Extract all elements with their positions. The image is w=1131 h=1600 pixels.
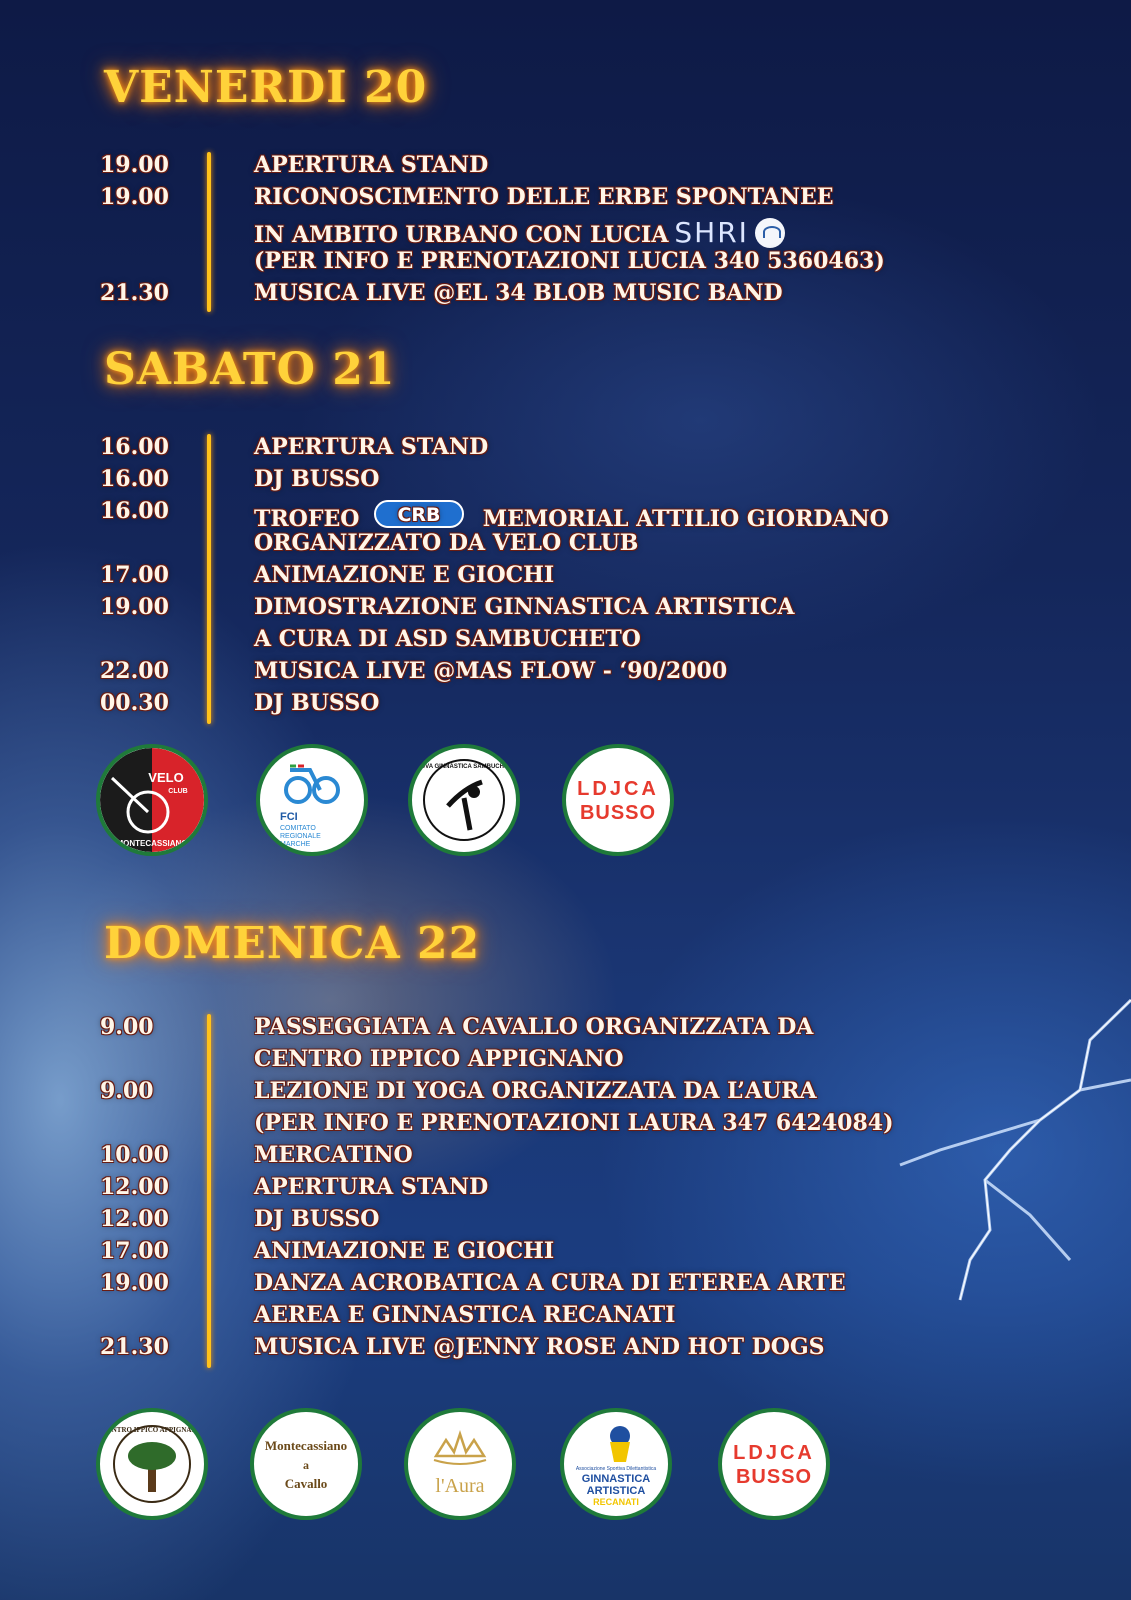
logo-text: ARTISTICA	[586, 1485, 646, 1497]
logo-text: FCI	[280, 811, 298, 823]
schedule-row	[100, 1236, 1040, 1268]
logo-text: BUSSO	[735, 1466, 813, 1488]
event-title: MUSICA LIVE @JENNY ROSE AND HOT DOGS	[254, 1334, 825, 1360]
event-title: ANIMAZIONE E GIOCHI	[254, 562, 555, 588]
luca-busso-logo	[562, 744, 674, 856]
logo-text: REGIONALE	[280, 833, 321, 840]
crb-logo-text: CRB	[397, 504, 441, 526]
event-time: 19.00	[100, 594, 169, 620]
shri-logo-text: SHRI	[674, 216, 749, 249]
event-subline: A CURA DI ASD SAMBUCHETO	[254, 626, 641, 652]
schedule-row	[100, 656, 1040, 688]
day-title-sabato: SABATO 21	[104, 344, 396, 395]
event-time: 19.00	[100, 184, 169, 210]
schedule-row	[100, 1076, 1040, 1108]
logo-text: COMITATO	[280, 825, 316, 832]
schedule-row	[100, 1268, 1040, 1300]
logo-text: LDJCA	[577, 778, 659, 800]
schedule-row	[100, 1332, 1040, 1364]
logo-text: NUOVA GINNASTICA SAMBUCHETO	[412, 764, 516, 770]
event-title: DIMOSTRAZIONE GINNASTICA ARTISTICA	[254, 594, 795, 620]
event-subline: ORGANIZZATO DA VELO CLUB	[254, 530, 639, 556]
event-time: 17.00	[100, 1238, 169, 1264]
shri-lotus-icon	[755, 218, 785, 248]
event-title: DJ BUSSO	[254, 466, 380, 492]
schedule-row	[100, 1012, 1040, 1044]
event-line	[254, 498, 889, 532]
event-subline: AEREA E GINNASTICA RECANATI	[254, 1302, 676, 1328]
event-title: DJ BUSSO	[254, 690, 380, 716]
event-line	[254, 216, 785, 249]
event-time: 19.00	[100, 152, 169, 178]
schedule-row	[100, 432, 1040, 464]
event-time: 21.30	[100, 280, 169, 306]
event-time: 12.00	[100, 1174, 169, 1200]
schedule-row	[100, 150, 1040, 182]
schedule-row	[100, 1204, 1040, 1236]
logo-text: l'Aura	[435, 1475, 485, 1497]
event-title: PASSEGGIATA A CAVALLO ORGANIZZATA DA	[254, 1014, 814, 1040]
logo-text: Associazione Sportiva Dilettantistica	[575, 1466, 657, 1472]
event-title: APERTURA STAND	[254, 152, 489, 178]
event-subline: IN AMBITO URBANO CON LUCIA	[254, 222, 669, 248]
schedule-row	[100, 560, 1040, 592]
logo-text: a	[303, 1458, 309, 1472]
schedule-row	[100, 528, 1040, 560]
logo-text: GINNASTICA	[581, 1473, 651, 1485]
event-time: 16.00	[100, 434, 169, 460]
schedule-row	[100, 496, 1040, 532]
event-time: 19.00	[100, 1270, 169, 1296]
event-time: 12.00	[100, 1206, 169, 1232]
schedule-row	[100, 592, 1040, 624]
event-title: MUSICA LIVE @MAS FLOW - ‘90/2000	[254, 658, 728, 684]
event-time: 22.00	[100, 658, 169, 684]
event-title: TROFEO	[254, 506, 360, 532]
velo-club-montecassiano-logo	[96, 744, 208, 856]
logo-text: CLUB	[168, 788, 188, 795]
event-title: MERCATINO	[254, 1142, 413, 1168]
montecassiano-a-cavallo-logo	[250, 1408, 362, 1520]
centro-ippico-appignano-logo	[96, 1408, 208, 1520]
event-title: RICONOSCIMENTO DELLE ERBE SPONTANEE	[254, 184, 834, 210]
logo-text: MONTECASSIANO	[116, 839, 188, 848]
event-time: 9.00	[100, 1078, 154, 1104]
schedule-row	[100, 1172, 1040, 1204]
logo-text: BUSSO	[579, 802, 657, 824]
day-title-venerdi: VENERDI 20	[104, 62, 428, 113]
schedule-row	[100, 246, 1040, 278]
luca-busso-logo-2	[718, 1408, 830, 1520]
schedule-row	[100, 688, 1040, 720]
logo-text: VELO	[148, 770, 184, 785]
event-time: 9.00	[100, 1014, 154, 1040]
event-time: 16.00	[100, 466, 169, 492]
event-title: MUSICA LIVE @EL 34 BLOB MUSIC BAND	[254, 280, 783, 306]
schedule-row	[100, 1044, 1040, 1076]
schedule-row	[100, 214, 1040, 249]
schedule-row	[100, 1108, 1040, 1140]
schedule-row	[100, 1300, 1040, 1332]
logo-text: RECANATI	[593, 1497, 639, 1507]
schedule-row	[100, 182, 1040, 214]
event-title-cont: MEMORIAL ATTILIO GIORDANO	[482, 506, 889, 532]
schedule-sabato	[100, 432, 1040, 720]
ginnastica-artistica-recanati-logo	[560, 1408, 672, 1520]
event-title: APERTURA STAND	[254, 1174, 489, 1200]
event-subline: CENTRO IPPICO APPIGNANO	[254, 1046, 624, 1072]
event-time: 00.30	[100, 690, 169, 716]
logo-text: CENTRO IPPICO APPIGNANO	[102, 1426, 202, 1434]
logo-text: Cavallo	[284, 1476, 328, 1491]
schedule-row	[100, 1140, 1040, 1172]
logo-text: Montecassiano	[264, 1438, 348, 1453]
schedule-row	[100, 624, 1040, 656]
event-time: 21.30	[100, 1334, 169, 1360]
event-title: LEZIONE DI YOGA ORGANIZZATA DA L’AURA	[254, 1078, 817, 1104]
event-subline: (PER INFO E PRENOTAZIONI LUCIA 340 5360463)	[254, 248, 885, 274]
logo-text: LDJCA	[733, 1442, 815, 1464]
event-title: DJ BUSSO	[254, 1206, 380, 1232]
schedule-domenica	[100, 1012, 1040, 1364]
event-time: 10.00	[100, 1142, 169, 1168]
event-title: ANIMAZIONE E GIOCHI	[254, 1238, 555, 1264]
logo-text: MARCHE	[280, 841, 311, 848]
laura-logo	[404, 1408, 516, 1520]
day-title-domenica: DOMENICA 22	[104, 918, 481, 969]
event-title: APERTURA STAND	[254, 434, 489, 460]
schedule-venerdi	[100, 150, 1040, 310]
schedule-row	[100, 464, 1040, 496]
nuova-ginnastica-sambucheto-logo	[408, 744, 520, 856]
event-time: 16.00	[100, 498, 169, 524]
crb-logo	[373, 498, 469, 530]
event-time: 17.00	[100, 562, 169, 588]
event-subline: (PER INFO E PRENOTAZIONI LAURA 347 6424084)	[254, 1110, 894, 1136]
event-title: DANZA ACROBATICA A CURA DI ETEREA ARTE	[254, 1270, 846, 1296]
fci-comitato-regionale-marche-logo	[256, 744, 368, 856]
schedule-row	[100, 278, 1040, 310]
